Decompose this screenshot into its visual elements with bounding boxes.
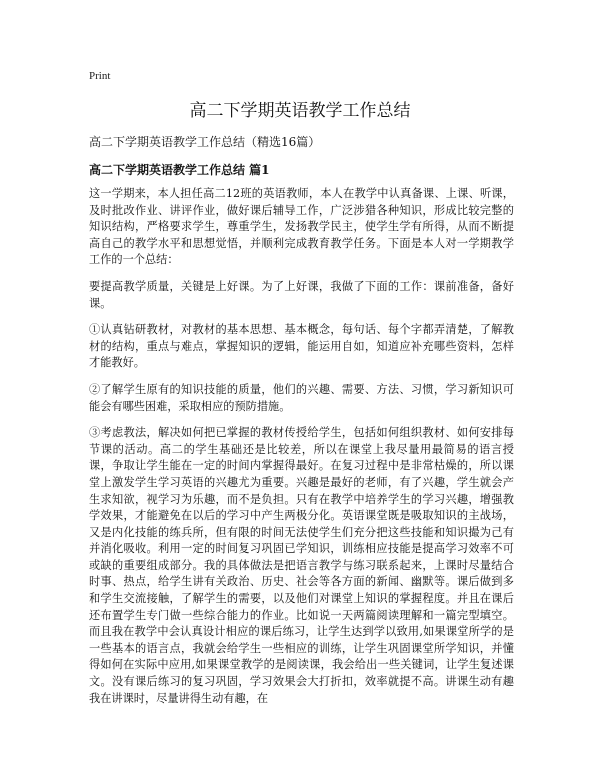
paragraph-key-point: 要提高教学质量，关键是上好课。为了上好课，我做了下面的工作：课前准备，备好课。: [89, 279, 514, 310]
paragraph-point-2: ②了解学生原有的知识技能的质量，他们的兴趣、需要、方法、习惯，学习新知识可能会有哪些困难，采取相应的预防措施。: [89, 382, 514, 413]
section-heading: 高二下学期英语教学工作总结 篇1: [89, 163, 270, 177]
paragraph-intro: 这一学期来，本人担任高二12班的英语教师，本人在教学中认真备课、上课、听课，及时批改作业、讲评作业，做好课后辅导工作，广泛涉猎各种知识，形成比较完整的知识结构，严格要求学生，尊重学生，发扬教学民主，使学生学有所得，从而不断提高自己的教学水平和思想觉悟，并顺利完成教育教学任务。下面是本人对一学期教学工作的一个总结：: [89, 187, 514, 267]
paragraph-point-3: ③考虑教法，解决如何把已掌握的教材传授给学生，包括如何组织教材、如何安排每节课的活动。高二的学生基础还是比较差，所以在课堂上我尽量用最简易的语言授课，争取让学生能在一定的时间内掌握得最好。在复习过程中是非常枯燥的，所以课堂上激发学生学习英语的兴趣尤为重要。兴趣是最好的老师，有了兴趣，学生就会产生求知欲，视学习为乐趣，而不是负担。只有在教学中培养学生的学习兴趣，增强教学效果，才能避免在以后的学习中产生两极分化。英语课堂既是吸取知识的主战场，又是内化技能的练兵所，但有限的时间无法使学生们充分把这些技能和知识撮为己有并消化吸收。利用一定的时间复习巩固已学知识，训练相应技能是提高学习效率不可或缺的重要组成部分。我的具体做法是把语言教学与练习联系起来，上课时尽量结合时事、热点，给学生讲有关政治、历史、社会等各方面的新闻、幽默等。课后做到多和学生交流接触，了解学生的需要，以及他们对课堂上知识的掌握程度。并且在课后还布置学生专门做一些综合能力的作业。比如说一天两篇阅读理解和一篇完型填空。而且我在教学中会认真设计相应的课后练习，让学生达到学以致用,如果课堂所学的是一些基本的语言点，我就会给学生一些相应的训练，让学生巩固课堂所学知识，并懂得如何在实际中应用,如果课堂教学的是阅读课，我会给出一些关键词，让学生复述课文。没有课后练习的复习巩固，学习效果会大打折扣，效率就提不高。讲课生动有趣 我在讲课时，尽量讲得生动有趣，在: [89, 426, 514, 705]
article-body: [89, 186, 514, 707]
page-title: 高二下学期英语教学工作总结: [189, 101, 411, 121]
print-link[interactable]: Print: [89, 70, 111, 82]
paragraph-point-1: ①认真钻研教材，对教材的基本思想、基本概念，每句话、每个字都弄清楚，了解教材的结构，重点与难点，掌握知识的逻辑，能运用自如，知道应补充哪些资料，怎样才能教好。: [89, 323, 514, 370]
document-subtitle: 高二下学期英语教学工作总结（精选16篇）: [89, 135, 321, 149]
